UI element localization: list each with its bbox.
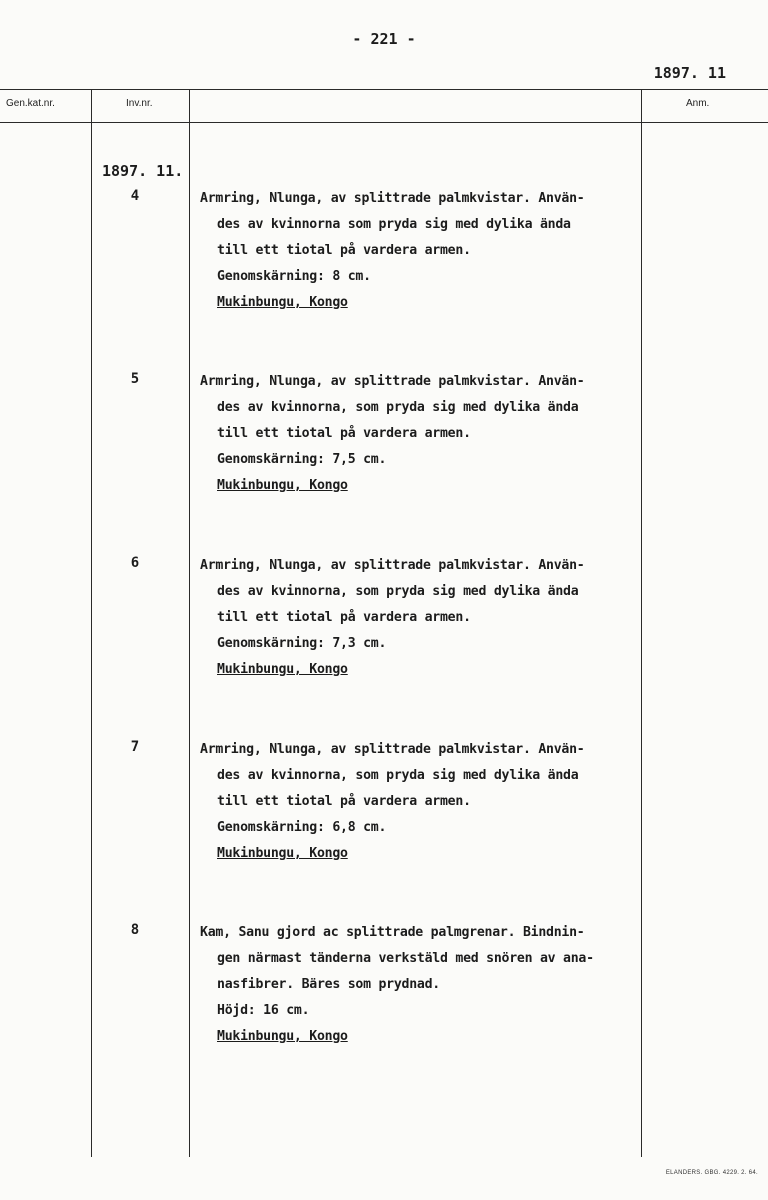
- entry-description: [200, 737, 645, 867]
- description-line: des av kvinnorna, som pryda sig med dylika ända: [217, 400, 579, 415]
- section-year: 1897. 11.: [102, 162, 184, 180]
- locality: Mukinbungu, Kongo: [217, 846, 348, 861]
- description-line: des av kvinnorna som pryda sig med dylika ända: [217, 217, 571, 232]
- description-line: des av kvinnorna, som pryda sig med dylika ända: [217, 768, 579, 783]
- cross-section-measure: Genomskärning: 6,8 cm.: [217, 820, 387, 835]
- column-header-inv-nr: Inv.nr.: [126, 98, 153, 109]
- cross-section-measure: Genomskärning: 7,3 cm.: [217, 636, 387, 651]
- page-number: - 221 -: [352, 30, 416, 48]
- description-line: Kam, Sanu gjord ac splittrade palmgrenar. Bindnin-: [200, 925, 585, 940]
- locality: Mukinbungu, Kongo: [217, 662, 348, 677]
- description-line: gen närmast tänderna verkstäld med snören av ana-: [217, 951, 594, 966]
- header-top-rule: [0, 89, 768, 90]
- cross-section-measure: Genomskärning: 8 cm.: [217, 269, 371, 284]
- inventory-number: 6: [130, 555, 140, 571]
- description-line: till ett tiotal på vardera armen.: [217, 610, 471, 625]
- entry-description: [200, 920, 645, 1050]
- description-line: nasfibrer. Bäres som prydnad.: [217, 977, 440, 992]
- description-line: des av kvinnorna, som pryda sig med dylika ända: [217, 584, 579, 599]
- column-header-anm: Anm.: [686, 98, 710, 109]
- height-measure: Höjd: 16 cm.: [217, 1003, 310, 1018]
- column-divider-inv: [189, 89, 190, 1157]
- description-line: Armring, Nlunga, av splittrade palmkvistar. Använ-: [200, 191, 585, 206]
- ledger-year: 1897. 11: [653, 64, 726, 82]
- description-line: Armring, Nlunga, av splittrade palmkvistar. Använ-: [200, 558, 585, 573]
- description-line: till ett tiotal på vardera armen.: [217, 426, 471, 441]
- printer-mark: ELANDERS. GBG. 4229. 2. 64.: [665, 1170, 758, 1176]
- inventory-number: 4: [130, 188, 140, 204]
- locality: Mukinbungu, Kongo: [217, 1029, 348, 1044]
- cross-section-measure: Genomskärning: 7,5 cm.: [217, 452, 387, 467]
- entry-description: [200, 186, 645, 316]
- column-header-gen-kat-nr: Gen.kat.nr.: [6, 98, 55, 109]
- header-bottom-rule: [0, 122, 768, 123]
- description-line: till ett tiotal på vardera armen.: [217, 794, 471, 809]
- description-line: Armring, Nlunga, av splittrade palmkvistar. Använ-: [200, 374, 585, 389]
- inventory-number: 8: [130, 922, 140, 938]
- locality: Mukinbungu, Kongo: [217, 295, 348, 310]
- column-divider-gen-kat: [91, 89, 92, 1157]
- inventory-number: 7: [130, 739, 140, 755]
- entry-description: [200, 553, 645, 683]
- inventory-number: 5: [130, 371, 140, 387]
- description-line: Armring, Nlunga, av splittrade palmkvistar. Använ-: [200, 742, 585, 757]
- entry-description: [200, 369, 645, 499]
- description-line: till ett tiotal på vardera armen.: [217, 243, 471, 258]
- locality: Mukinbungu, Kongo: [217, 478, 348, 493]
